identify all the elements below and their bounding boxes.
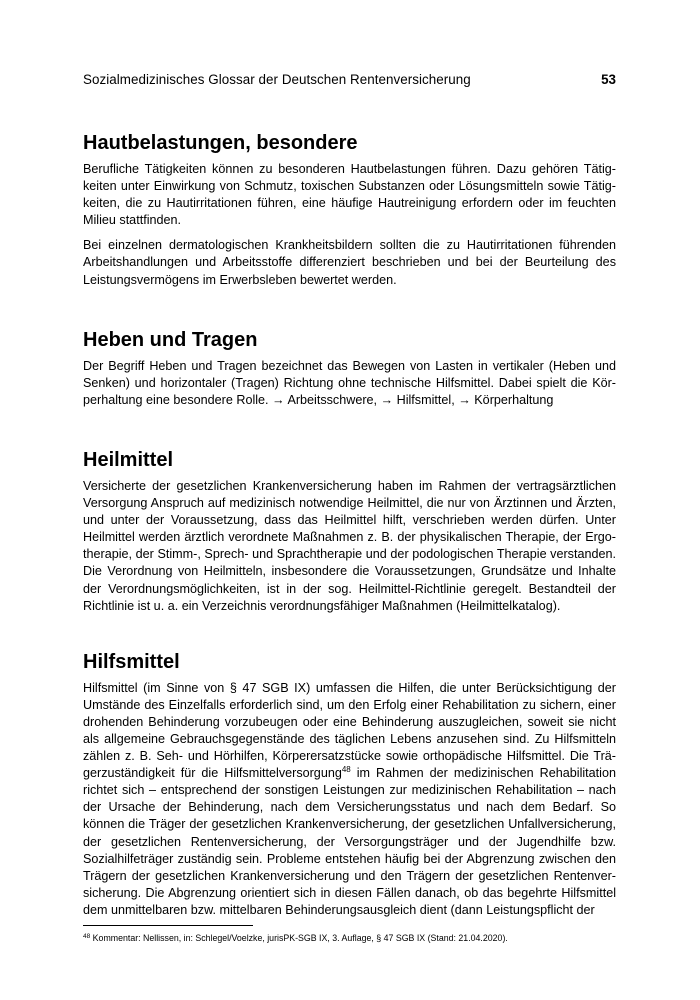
footnote — [83, 933, 616, 944]
paragraph — [83, 680, 616, 919]
page-number: 53 — [601, 72, 616, 87]
main-content — [83, 132, 616, 959]
paragraph: Versicherte der gesetzlichen Krankenversicherung haben im Rahmen der vertragsärztlichen Versorgung Anspruch auf medizinisch notwendige Heilmittel, die nur von Ärztinnen und Ärzten, und unter der Voraussetzung, dass das Heilmittel hilft, verschrieben werden dürfen. Unter Heilmittel werden ärztlich verordnete Maßnahmen z. B. der physikalischen Therapie, der Ergotherapie, der Stimm-, Sprech- und Sprachtherapie und der podologischen Therapie verstanden. Die Verordnung von Heilmitteln, insbesondere die Voraussetzungen, Grundsätze und Inhalte der Verordnungsmöglichkeiten, ist in der sog. Heilmittel-Richtlinie geregelt. Bestandteil der Richtlinie ist u. a. ein Verzeichnis verordnungsfähiger Maßnahmen (Heilmittelkatalog). — [83, 478, 616, 613]
paragraph-text: im Rahmen der medizinischen Rehabilitation richtet sich – entsprechend der sonstigen Leistungen zur medizinischen Rehabilitation – nach der Ursache der Behinderung, nach dem Versicherungsstatus und nach dem Bedarf. So können die Träger der gesetzlichen Krankenversicherung, der gesetzlichen Unfallversicherung, der gesetzlichen Rentenversicherung, der Versorgungsträger und der Jugendhilfe bzw. Sozialhilfeträger zuständig sein. Probleme entstehen häufig bei der Abgrenzung zwischen den Trägern der gesetzlichen Krankenversicherung und den Trägern der gesetzlichen Rentenversicherung. Die Abgrenzung orientiert sich in diesen Fällen danach, ob das begehrte Hilfsmittel dem unmittelbaren bzw. mittelbaren Behinderungsausgleich dient (dann Leistungspflicht der — [83, 766, 616, 917]
footnote-number: 48 — [83, 933, 91, 940]
paragraph-text: Hilfsmittel (im Sinne von § 47 SGB IX) umfassen die Hilfen, die unter Berücksichtigung der Umstände des Einzelfalls erforderlich sind, um den Erfolg einer Rehabilitation zu sichern, einer drohenden Behinderung vorzubeugen oder eine Behinderung auszugleichen, soweit sie nicht als allgemeine Gebrauchsgegenstände des täglichen Lebens anzusehen sind. Zu Hilfsmitteln zählen z. B. Seh- und Hörhilfen, Körperersatzstücke sowie orthopädische Hilfsmittel. Die Trägerzuständigkeit für die Hilfsmittelversorgung — [83, 680, 616, 781]
footnote-text: Kommentar: Nellissen, in: Schlegel/Voelzke, jurisPK-SGB IX, 3. Auflage, § 47 SGB IX (Stand: 21.04.2020). — [90, 933, 508, 943]
section-heilmittel — [83, 449, 616, 615]
paragraph: Berufliche Tätigkeiten können zu besonderen Hautbelastungen führen. Dazu gehören Tätigkeiten unter Einwirkung von Schmutz, toxischen Substanzen oder Lösungsmitteln sowie Tätigkeiten, die zu Hautirritationen führen, eine häufige Hautreinigung erfordern oder im feuchten Milieu stattfinden. — [83, 162, 616, 228]
footnote-reference: 48 — [341, 765, 351, 775]
section-title: Hautbelastungen, besondere — [83, 132, 358, 154]
running-header — [83, 72, 616, 87]
section-title: Heilmittel — [83, 448, 174, 471]
paragraph: Der Begriff Heben und Tragen bezeichnet das Bewegen von Lasten in vertikaler (Heben und Senken) und horizontaler (Tragen) Richtung ohne technische Hilfsmittel. Dabei spielt die Körperhaltung eine besondere Rolle. → Arbeitsschwere, → Hilfsmittel, → Körperhaltung — [83, 358, 616, 407]
section-hautbelastungen — [83, 132, 616, 289]
header-title: Sozialmedizinisches Glossar der Deutschen Rentenversicherung — [83, 72, 471, 87]
section-title: Hilfsmittel — [83, 650, 180, 673]
section-title: Heben und Tragen — [83, 328, 258, 351]
paragraph: Bei einzelnen dermatologischen Krankheitsbildern sollten die zu Hautirritationen führenden Arbeitshandlungen und Arbeitsstoffe differenziert beschrieben und bei der Beurteilung des Leistungsvermögens im Erwerbsleben bewertet werden. — [83, 238, 616, 287]
section-heben-und-tragen — [83, 329, 616, 409]
footnote-divider — [83, 925, 253, 926]
section-hilfsmittel — [83, 651, 616, 919]
